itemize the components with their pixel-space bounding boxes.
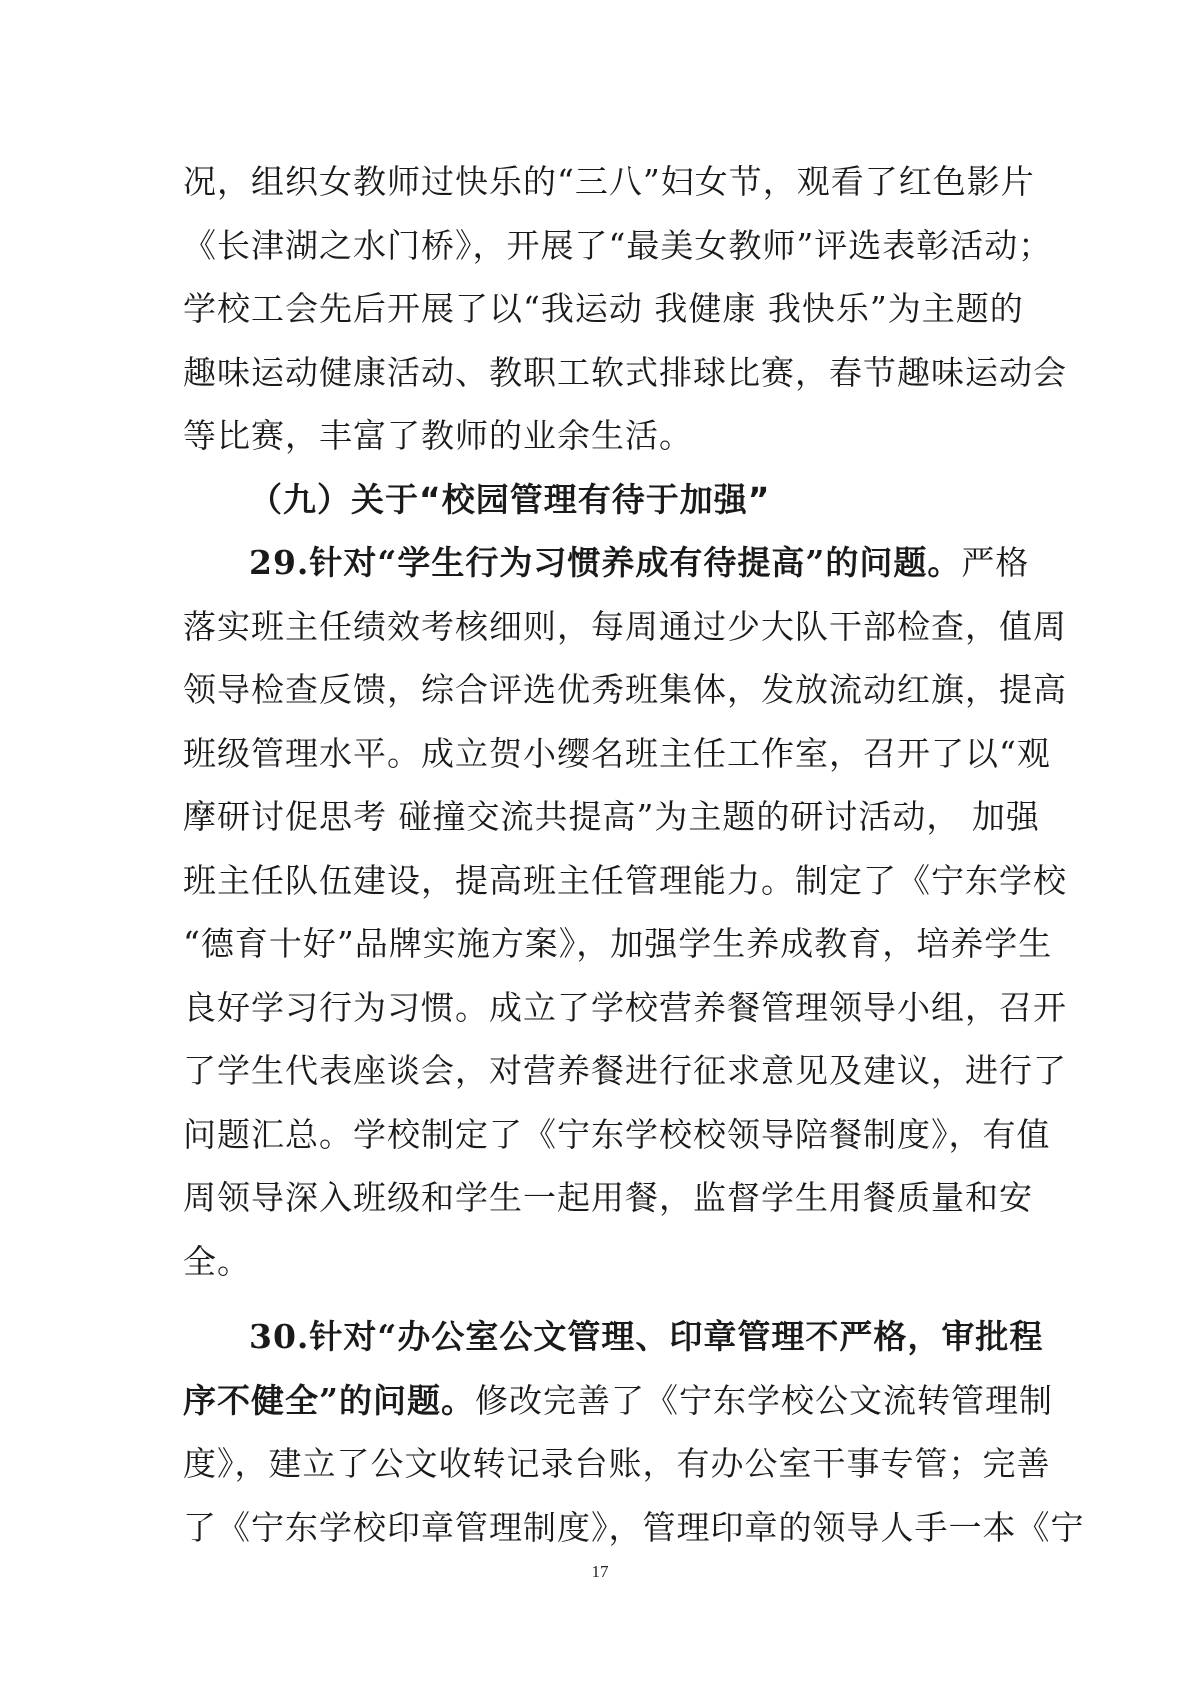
paragraph-spacer	[183, 1293, 1023, 1305]
page-number: 17	[591, 1562, 609, 1581]
paragraph-line: 趣味运动健康活动、教职工软式排球比赛，春节趣味运动会	[183, 352, 1067, 392]
item-30-title-line-1: 30.针对“办公室公文管理、印章管理不严格，审批程	[249, 1317, 1044, 1356]
paragraph-line: 了学生代表座谈会，对营养餐进行征求意见及建议，进行了	[183, 1051, 1067, 1090]
item-30-second-line	[183, 1369, 1053, 1433]
paragraph-line: 了《宁东学校印章管理制度》，管理印章的领导人手一本《宁	[183, 1507, 1085, 1547]
paragraph-line: 落实班主任绩效考核细则，每周通过少大队干部检查，值周	[183, 606, 1067, 646]
paragraph-line: 摩研讨促思考 碰撞交流共提高”为主题的研讨活动， 加强	[183, 797, 1040, 836]
paragraph-line: 周领导深入班级和学生一起用餐，监督学生用餐质量和安	[183, 1178, 1033, 1217]
paragraph-line: 班级管理水平。成立贺小缨名班主任工作室，召开了以“观	[183, 733, 1051, 773]
section-heading: （九）关于“校园管理有待于加强”	[249, 479, 771, 519]
paragraph-line: 班主任队伍建设，提高班主任管理能力。制定了《宁东学校	[183, 860, 1067, 900]
item-30-second-line-rest: 修改完善了《宁东学校公文流转管理制	[474, 1380, 1053, 1420]
paragraph-line: 良好学习行为习惯。成立了学校营养餐管理领导小组，召开	[183, 987, 1067, 1027]
paragraph-line: 况，组织女教师过快乐的“三八”妇女节，观看了红色影片	[183, 162, 1035, 201]
paragraph-line: 等比赛，丰富了教师的业余生活。	[183, 416, 693, 455]
item-29-title: 29.针对“学生行为习惯养成有待提高”的问题。	[249, 543, 962, 582]
item-29-first-line-rest: 严格	[961, 543, 1030, 582]
item-30-title-line-2: 序不健全”的问题。	[183, 1380, 475, 1420]
paragraph-line: 度》，建立了公文收转记录台账，有办公室干事专管；完善	[183, 1444, 1051, 1483]
document-body	[183, 150, 1085, 1559]
item-29-first-line	[183, 531, 1030, 595]
paragraph-line: 学校工会先后开展了以“我运动 我健康 我快乐”为主题的	[183, 289, 1024, 328]
paragraph-line: 领导检查反馈，综合评选优秀班集体，发放流动红旗，提高	[183, 670, 1067, 709]
paragraph-line: 全。	[183, 1241, 251, 1281]
paragraph-line: 《长津湖之水门桥》，开展了“最美女教师”评选表彰活动；	[183, 225, 1053, 265]
paragraph-line: “德育十好”品牌实施方案》，加强学生养成教育，培养学生	[183, 924, 1053, 963]
paragraph-line: 问题汇总。学校制定了《宁东学校校领导陪餐制度》，有值	[183, 1114, 1051, 1154]
